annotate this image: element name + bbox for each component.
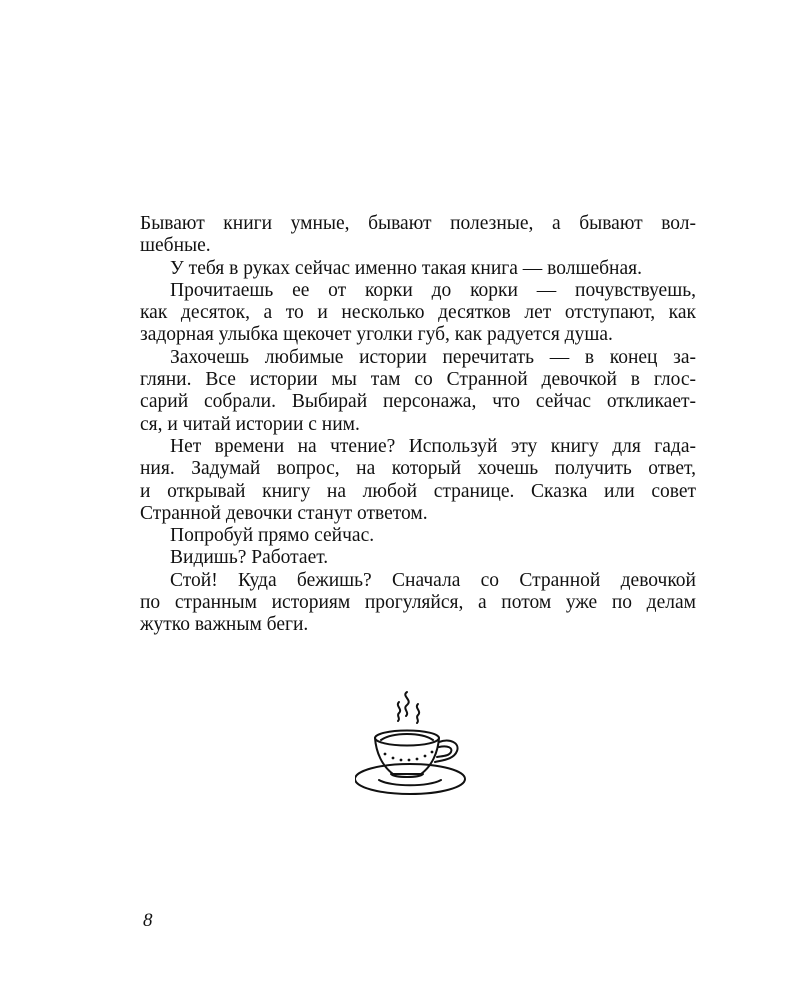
text-line: сарий собрали. Выбирай персонажа, что сейчас откликает- <box>140 391 696 413</box>
text-line: Захочешь любимые истории перечитать — в конец за- <box>170 346 696 368</box>
body-text <box>140 213 696 637</box>
page-number: 8 <box>143 910 153 931</box>
text-line: задорная улыбка щекочет уголки губ, как радуется душа. <box>140 324 613 346</box>
text-line: Попробуй прямо сейчас. <box>170 525 375 547</box>
text-line: Видишь? Работает. <box>170 547 329 569</box>
text-line: как десяток, а то и несколько десятков лет отступают, как <box>140 302 696 324</box>
text-line: и открывай книгу на любой странице. Сказка или совет <box>140 480 696 502</box>
teacup-icon <box>355 688 471 798</box>
text-line: шебные. <box>140 235 211 257</box>
text-line: У тебя в руках сейчас именно такая книга — волшебная. <box>170 257 642 279</box>
text-line: гляни. Все истории мы там со Странной девочкой в глос- <box>140 369 696 391</box>
text-line: ния. Задумай вопрос, на который хочешь получить ответ, <box>140 458 696 480</box>
text-line: по странным историям прогуляйся, а потом уже по делам <box>140 592 696 614</box>
text-line: Нет времени на чтение? Используй эту книгу для гада- <box>170 435 696 457</box>
text-line: Стой! Куда бежишь? Сначала со Странной девочкой <box>170 569 696 591</box>
text-line: Странной девочки станут ответом. <box>140 502 428 524</box>
text-line: Прочитаешь ее от корки до корки — почувствуешь, <box>170 279 696 301</box>
text-line: ся, и читай истории с ним. <box>140 413 360 435</box>
text-line: Бывают книги умные, бывают полезные, а бывают вол- <box>140 213 696 234</box>
text-line: жутко важным беги. <box>140 614 309 636</box>
